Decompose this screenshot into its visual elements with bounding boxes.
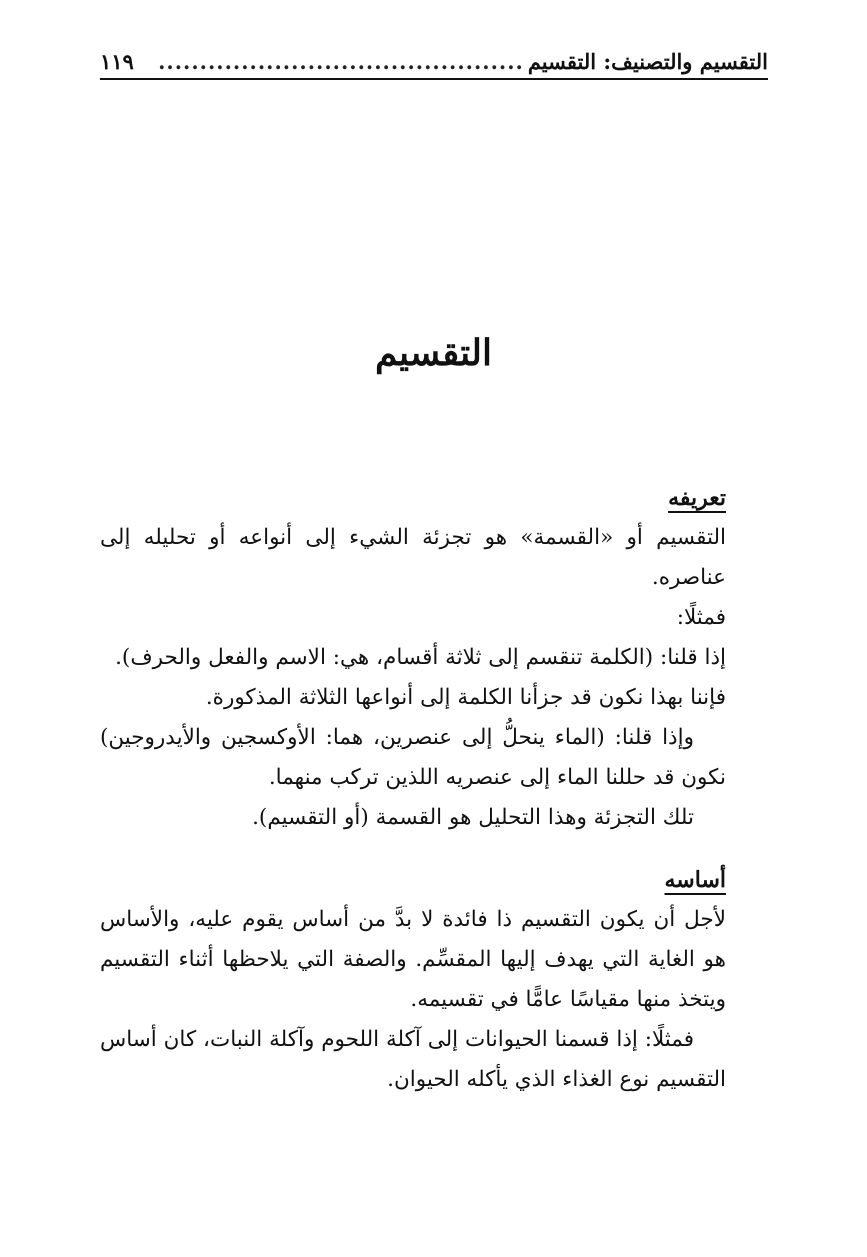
section-heading-basis: أساسه xyxy=(664,867,726,893)
paragraph: التقسيم أو «القسمة» هو تجزئة الشيء إلى أنواعه أو تحليله إلى عناصره. xyxy=(100,525,726,590)
chapter-title: التقسيم xyxy=(375,332,492,374)
paragraph: فإننا بهذا نكون قد جزأنا الكلمة إلى أنواعها الثلاثة المذكورة. xyxy=(205,685,726,710)
paragraph: فمثلًا: إذا قسمنا الحيوانات إلى آكلة اللحوم وآكلة النبات، كان أساس التقسيم نوع الغذاء الذي يأكله الحيوان. xyxy=(100,1027,726,1092)
paragraph: تلك التجزئة وهذا التحليل هو القسمة (أو التقسيم). xyxy=(252,805,694,830)
paragraph: إذا قلنا: (الكلمة تنقسم إلى ثلاثة أقسام، هي: الاسم والفعل والحرف). xyxy=(115,645,726,670)
paragraph: وإذا قلنا: (الماء ينحلُّ إلى عنصرين، هما: الأوكسجين والأيدروجين) نكون قد حللنا الماء إلى عنصريه اللذين تركب منهما. xyxy=(100,725,726,790)
header-rule xyxy=(100,78,768,80)
leader-dots: ............................................ xyxy=(158,49,524,74)
body-text xyxy=(100,478,726,1100)
running-header-title: التقسيم والتصنيف: التقسيم xyxy=(527,49,768,74)
section-heading-definition: تعريفه xyxy=(668,485,726,511)
paragraph: فمثلًا: xyxy=(676,605,726,630)
paragraph: لأجل أن يكون التقسيم ذا فائدة لا بدَّ من أساس يقوم عليه، والأساس هو الغاية التي يهدف إليها المقسِّم. والصفة التي يلاحظها أثناء التقسيم ويتخذ منها مقياسًا عامًّا في تقسيمه. xyxy=(100,907,726,1012)
running-header xyxy=(100,38,768,78)
page-number: ١١٩ xyxy=(100,49,134,74)
